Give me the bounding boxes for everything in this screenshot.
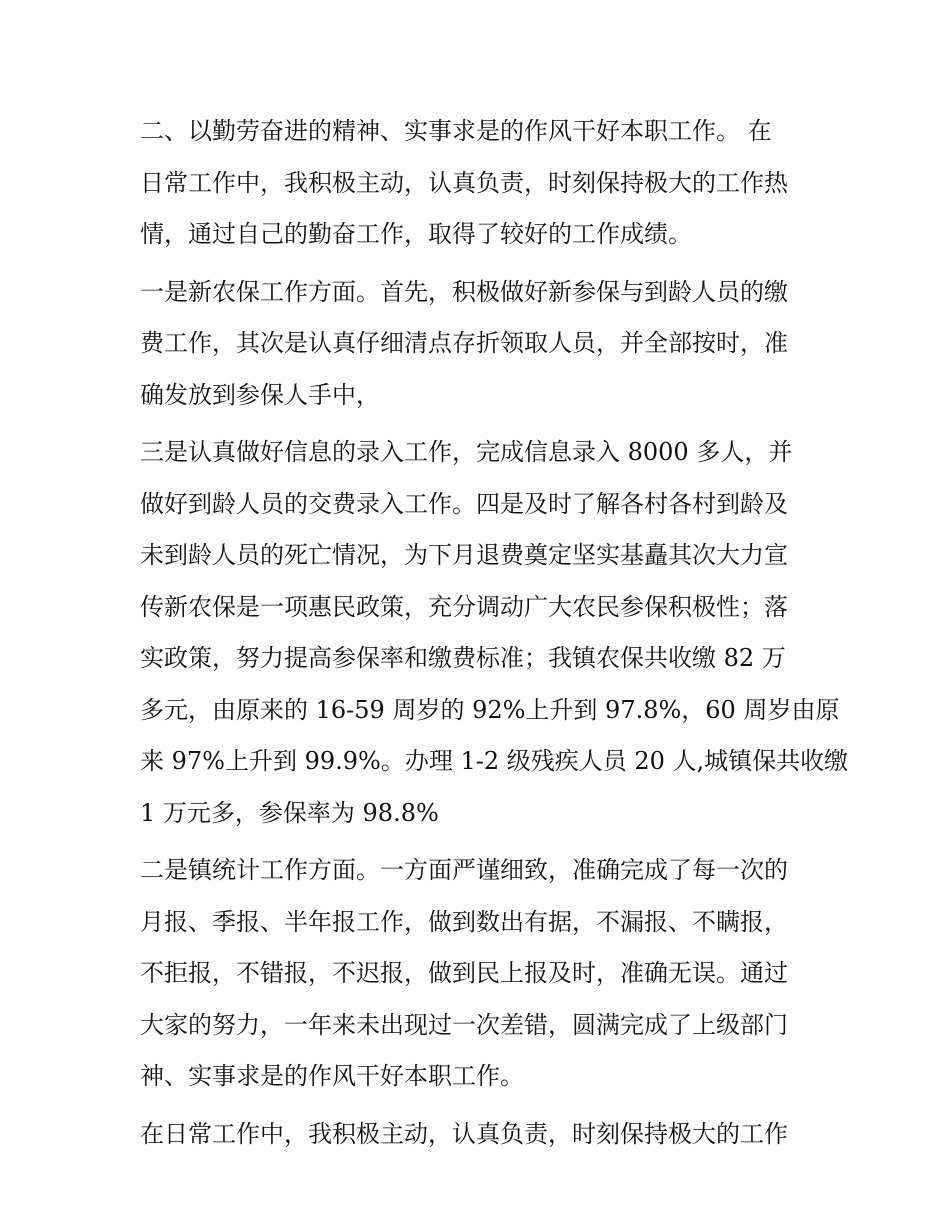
paragraph-new-rural-insurance [140, 267, 820, 422]
text-line: 传新农保是一项惠民政策，充分调动广大农民参保积极性；落 [140, 592, 788, 621]
text-line: 确发放到参保人手中， [140, 380, 380, 409]
text-line: 日常工作中，我积极主动，认真负责，时刻保持极大的工作热 [140, 168, 788, 197]
text-line: 二、以勤劳奋进的精神、实事求是的作风干好本职工作。 在 [140, 117, 772, 145]
paragraph-data-entry [140, 427, 849, 839]
text-line: 做好到龄人员的交费录入工作。四是及时了解各村各村到龄及 [140, 489, 788, 518]
paragraph-daily-work [140, 1109, 820, 1161]
text-line: 神、实事求是的作风干好本职工作。 [140, 1062, 524, 1090]
text-line: 未到龄人员的死亡情况，为下月退费奠定坚实基矗其次大力宣 [140, 541, 788, 569]
text-line: 一是新农保工作方面。首先，积极做好新参保与到龄人员的缴 [140, 277, 788, 306]
paragraph-statistics-work [140, 845, 820, 1103]
text-line: 大家的努力，一年来未出现过一次差错，圆满完成了上级部门 [140, 1010, 788, 1039]
paragraph-work-attitude [140, 106, 820, 261]
text-line: 三是认真做好信息的录入工作，完成信息录入 8000 多人，并 [140, 438, 793, 466]
document-body [140, 106, 849, 1160]
text-line: 不拒报，不错报，不迟报，做到民上报及时，准确无误。通过 [140, 959, 788, 987]
text-line: 多元，由原来的 16-59 周岁的 92%上升到 97.8%，60 周岁由原 [140, 695, 840, 724]
text-line: 实政策，努力提高参保率和缴费标准；我镇农保共收缴 82 万 [140, 644, 786, 672]
text-line: 费工作，其次是认真仔细清点存折领取人员，并全部按时，准 [140, 329, 788, 357]
text-line: 月报、季报、半年报工作，做到数出有据，不漏报、不瞒报， [140, 907, 788, 936]
text-line: 来 97%上升到 99.9%。办理 1-2 级残疾人员 20 人,城镇保共收缴 [140, 747, 849, 775]
text-line: 二是镇统计工作方面。一方面严谨细致，准确完成了每一次的 [140, 856, 788, 884]
text-line: 1 万元多，参保率为 98.8% [140, 798, 439, 827]
text-line: 在日常工作中，我积极主动，认真负责，时刻保持极大的工作 [140, 1119, 788, 1148]
text-line: 情，通过自己的勤奋工作，取得了较好的工作成绩。 [140, 220, 692, 248]
